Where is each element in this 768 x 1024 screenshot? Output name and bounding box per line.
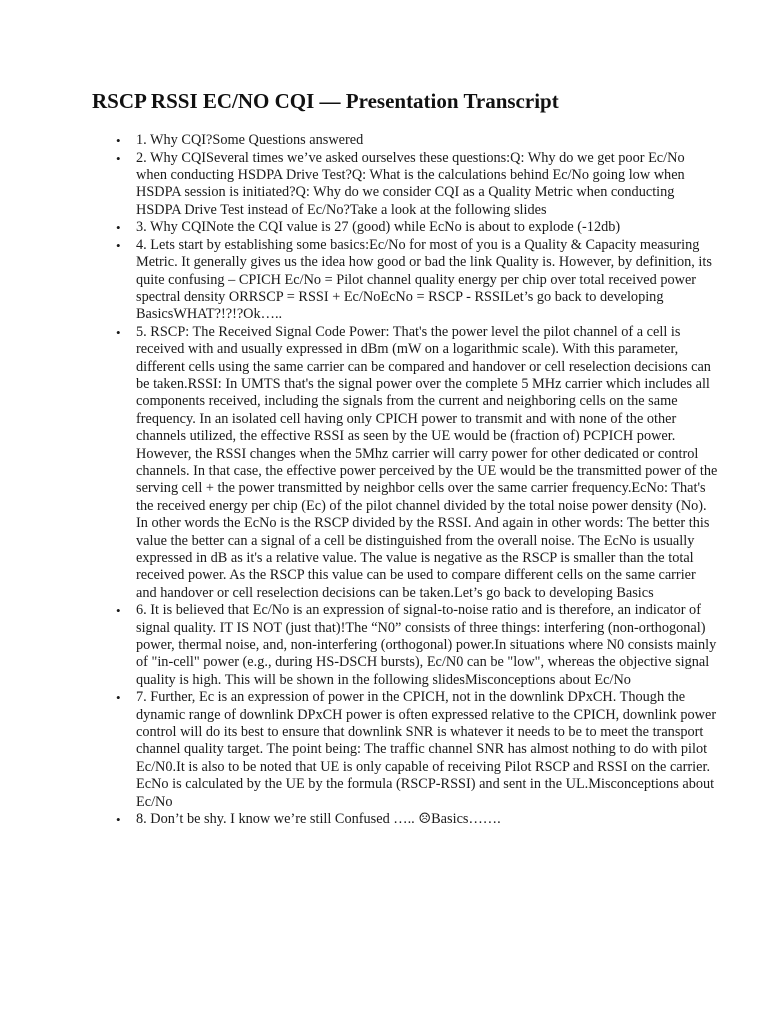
transcript-list: [92, 132, 718, 828]
list-item-text: 5. RSCP: The Received Signal Code Power: That's the power level the pilot channel of a cell is received with and usually expressed in dBm (mW on a logarithmic scale). With this parameter, different cells using the same carrier can be compared and handover or cell reselection decisions can be taken.RSSI: In UMTS that's the signal power over the complete 5 MHz carrier which includes all components received, including the signals from the current and neighboring cells on the same frequency. In an isolated cell having only CPICH power to transmit and with none of the other channels utilized, the effective RSSI as seen by the UE would be (fraction of) PCPICH power. However, the RSSI changes when the 5Mhz carrier will carry power for other dedicated or control channels. In that case, the effective power perceived by the UE would be the transmitted power of the serving cell + the power transmitted by neighbor cells over the same carrier frequency.EcNo: That's the received energy per chip (Ec) of the pilot channel divided by the total noise power density (No). In other words the EcNo is the RSCP divided by the RSSI. And again in other words: The better this value the better can a signal of a cell be distinguished from the overall noise. The EcNo is usually expressed in dB as it's a relative value. The value is negative as the RSCP is smaller than the total received power. As the RSCP this value can be used to compare different cells on the same carrier and handover or cell reselection decisions can be taken.Let’s go back to developing Basics: [136, 323, 718, 601]
list-item-text: 8. Don’t be shy. I know we’re still Confused ….. ☹Basics…….: [136, 811, 501, 828]
bullet-icon: •: [116, 690, 121, 706]
list-item-text: 2. Why CQISeveral times we’ve asked ourselves these questions:Q: Why do we get poor Ec/No when conducting HSDPA Drive Test?Q: What is the calculations behind Ec/No going low when HSDPA session is initiated?Q: Why do we consider CQI as a Quality Metric when conducting HSDPA Drive Test instead of Ec/No?Take a look at the following slides: [136, 149, 685, 218]
list-item: [92, 132, 718, 149]
list-item-text: 6. It is believed that Ec/No is an expression of signal-to-noise ratio and is therefore, an indicator of signal quality. IT IS NOT (just that)!The “N0” consists of three things: interfering (non-orthogonal) power, thermal noise, and, non-interfering (orthogonal) power.In situations where N0 consists mainly of "in-cell" power (e.g., during HS-DSCH bursts), Ec/N0 can be "low", whereas the objective signal quality is high. This will be shown in the following slidesMisconceptions about Ec/No: [136, 602, 717, 688]
list-item: [92, 811, 718, 828]
bullet-icon: •: [116, 150, 121, 166]
list-item: [92, 237, 718, 324]
list-item: [92, 689, 718, 811]
bullet-icon: •: [116, 133, 121, 149]
list-item: [92, 150, 718, 220]
bullet-icon: •: [116, 237, 121, 253]
list-item: [92, 324, 718, 603]
list-item-text: 4. Lets start by establishing some basics:Ec/No for most of you is a Quality & Capacity measuring Metric. It generally gives us the idea how good or bad the link Quality is. However, by definition, its quite confusing – CPICH Ec/No = Pilot channel quality energy per chip over total received power spectral density ORRSCP = RSSI + Ec/NoEcNo = RSCP - RSSILet’s go back to developing BasicsWHAT?!?!?Ok…..: [136, 236, 712, 323]
bullet-icon: •: [116, 603, 121, 619]
list-item-text: 1. Why CQI?Some Questions answered: [136, 132, 364, 149]
list-item-text: 7. Further, Ec is an expression of power in the CPICH, not in the downlink DPxCH. Though the dynamic range of downlink DPxCH power is often expressed relative to the CPICH, downlink power control will do its best to ensure that downlink SNR is whatever it needs to be to meet the transport channel quality target. The point being: The traffic channel SNR has almost nothing to do with pilot Ec/N0.It is also to be noted that UE is only capable of receiving Pilot RSCP and RSSI on the carrier. EcNo is calculated by the UE by the formula (RSCP-RSSI) and sent in the UL.Misconceptions about Ec/No: [136, 689, 717, 810]
list-item: [92, 602, 718, 689]
list-item-text: 3. Why CQINote the CQI value is 27 (good) while EcNo is about to explode (-12db): [136, 219, 621, 236]
bullet-icon: •: [116, 220, 121, 236]
bullet-icon: •: [116, 812, 121, 828]
page-title: RSCP RSSI EC/NO CQI — Presentation Transcript: [92, 89, 559, 113]
bullet-icon: •: [116, 324, 121, 340]
list-item: [92, 219, 718, 236]
